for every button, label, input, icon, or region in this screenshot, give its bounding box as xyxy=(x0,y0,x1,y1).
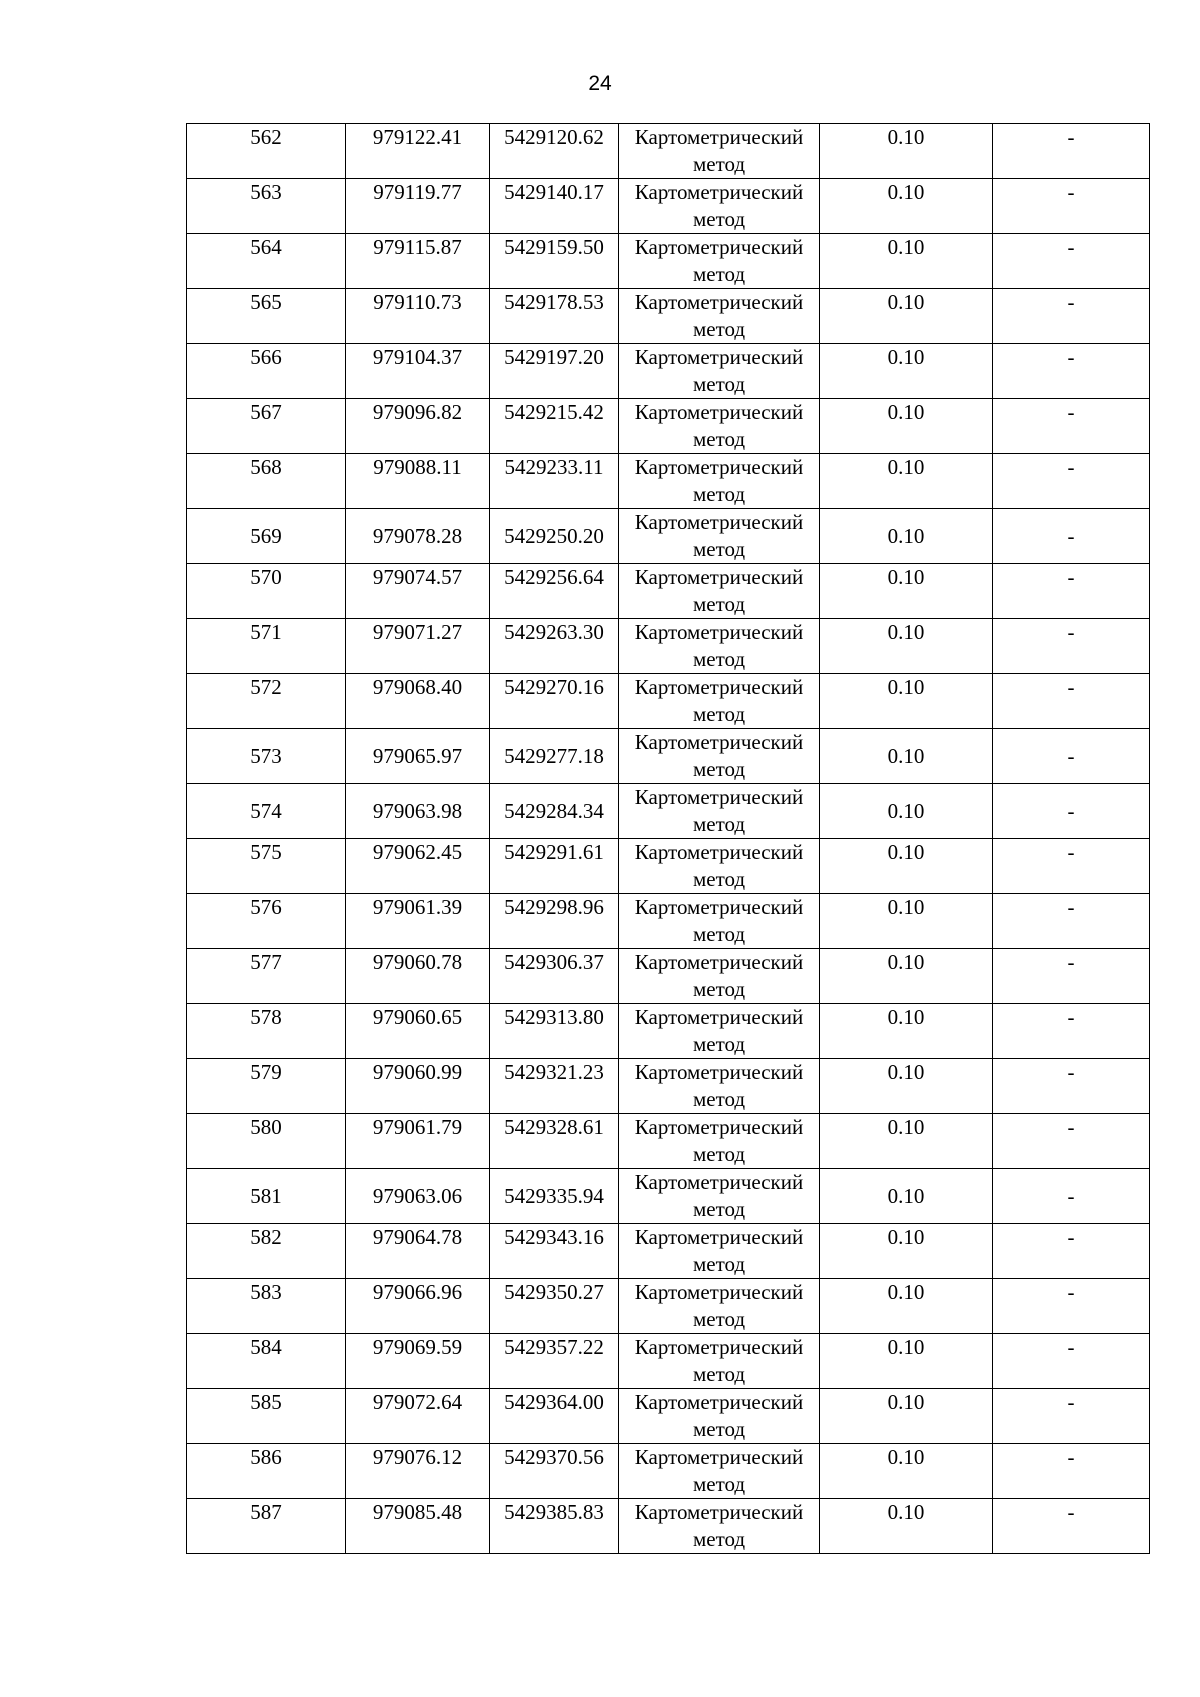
point-number-cell: 569 xyxy=(187,509,346,564)
table-row xyxy=(187,509,1150,564)
note-cell: - xyxy=(993,509,1150,564)
accuracy-cell: 0.10 xyxy=(820,619,993,674)
note-cell: - xyxy=(993,1224,1150,1279)
table-row xyxy=(187,399,1150,454)
note-cell: - xyxy=(993,674,1150,729)
x-coordinate-cell: 979061.79 xyxy=(346,1114,490,1169)
method-line-2: метод xyxy=(692,1252,746,1276)
method-line-1: Картометрический xyxy=(634,180,804,204)
point-number-cell: 583 xyxy=(187,1279,346,1334)
note-cell: - xyxy=(993,234,1150,289)
table-row xyxy=(187,1224,1150,1279)
y-coordinate-cell: 5429233.11 xyxy=(490,454,619,509)
method-line-2: метод xyxy=(692,977,746,1001)
x-coordinate-cell: 979088.11 xyxy=(346,454,490,509)
y-coordinate-cell: 5429277.18 xyxy=(490,729,619,784)
coordinates-table xyxy=(186,123,1150,1554)
y-coordinate-cell: 5429256.64 xyxy=(490,564,619,619)
x-coordinate-cell: 979096.82 xyxy=(346,399,490,454)
method-cell xyxy=(619,949,820,1004)
accuracy-cell: 0.10 xyxy=(820,1334,993,1389)
method-line-1: Картометрический xyxy=(634,290,804,314)
x-coordinate-cell: 979085.48 xyxy=(346,1499,490,1554)
x-coordinate-cell: 979066.96 xyxy=(346,1279,490,1334)
y-coordinate-cell: 5429263.30 xyxy=(490,619,619,674)
method-cell xyxy=(619,1499,820,1554)
method-line-1: Картометрический xyxy=(634,1060,804,1084)
method-line-2: метод xyxy=(692,647,746,671)
accuracy-cell: 0.10 xyxy=(820,784,993,839)
y-coordinate-cell: 5429215.42 xyxy=(490,399,619,454)
accuracy-cell: 0.10 xyxy=(820,344,993,399)
point-number-cell: 570 xyxy=(187,564,346,619)
y-coordinate-cell: 5429120.62 xyxy=(490,124,619,179)
y-coordinate-cell: 5429370.56 xyxy=(490,1444,619,1499)
method-cell xyxy=(619,124,820,179)
x-coordinate-cell: 979078.28 xyxy=(346,509,490,564)
method-cell xyxy=(619,399,820,454)
table-row xyxy=(187,674,1150,729)
method-line-1: Картометрический xyxy=(634,345,804,369)
note-cell: - xyxy=(993,1389,1150,1444)
method-line-2: метод xyxy=(692,482,746,506)
method-cell xyxy=(619,729,820,784)
y-coordinate-cell: 5429159.50 xyxy=(490,234,619,289)
note-cell: - xyxy=(993,1499,1150,1554)
method-cell xyxy=(619,454,820,509)
method-cell xyxy=(619,1389,820,1444)
method-line-1: Картометрический xyxy=(634,1335,804,1359)
point-number-cell: 567 xyxy=(187,399,346,454)
point-number-cell: 568 xyxy=(187,454,346,509)
method-line-1: Картометрический xyxy=(634,510,804,534)
point-number-cell: 565 xyxy=(187,289,346,344)
method-line-1: Картометрический xyxy=(634,1170,804,1194)
method-line-2: метод xyxy=(692,1087,746,1111)
accuracy-cell: 0.10 xyxy=(820,1004,993,1059)
y-coordinate-cell: 5429335.94 xyxy=(490,1169,619,1224)
method-line-1: Картометрический xyxy=(634,1390,804,1414)
method-line-2: метод xyxy=(692,262,746,286)
point-number-cell: 580 xyxy=(187,1114,346,1169)
method-cell xyxy=(619,179,820,234)
x-coordinate-cell: 979065.97 xyxy=(346,729,490,784)
table-row xyxy=(187,124,1150,179)
note-cell: - xyxy=(993,1114,1150,1169)
method-line-2: метод xyxy=(692,592,746,616)
method-cell xyxy=(619,1169,820,1224)
accuracy-cell: 0.10 xyxy=(820,1444,993,1499)
table-row xyxy=(187,839,1150,894)
note-cell: - xyxy=(993,1169,1150,1224)
table-row xyxy=(187,289,1150,344)
note-cell: - xyxy=(993,839,1150,894)
method-line-2: метод xyxy=(692,152,746,176)
accuracy-cell: 0.10 xyxy=(820,1169,993,1224)
accuracy-cell: 0.10 xyxy=(820,1279,993,1334)
note-cell: - xyxy=(993,619,1150,674)
table-row xyxy=(187,1114,1150,1169)
y-coordinate-cell: 5429250.20 xyxy=(490,509,619,564)
point-number-cell: 576 xyxy=(187,894,346,949)
point-number-cell: 573 xyxy=(187,729,346,784)
accuracy-cell: 0.10 xyxy=(820,949,993,1004)
note-cell: - xyxy=(993,729,1150,784)
method-cell xyxy=(619,839,820,894)
method-line-2: метод xyxy=(692,207,746,231)
note-cell: - xyxy=(993,1059,1150,1114)
x-coordinate-cell: 979060.99 xyxy=(346,1059,490,1114)
x-coordinate-cell: 979072.64 xyxy=(346,1389,490,1444)
y-coordinate-cell: 5429350.27 xyxy=(490,1279,619,1334)
point-number-cell: 562 xyxy=(187,124,346,179)
method-line-1: Картометрический xyxy=(634,1005,804,1029)
method-line-1: Картометрический xyxy=(634,125,804,149)
method-line-1: Картометрический xyxy=(634,840,804,864)
method-line-2: метод xyxy=(692,1032,746,1056)
point-number-cell: 586 xyxy=(187,1444,346,1499)
table-row xyxy=(187,894,1150,949)
method-cell xyxy=(619,1224,820,1279)
table-row xyxy=(187,1334,1150,1389)
table-row xyxy=(187,234,1150,289)
y-coordinate-cell: 5429197.20 xyxy=(490,344,619,399)
x-coordinate-cell: 979063.98 xyxy=(346,784,490,839)
y-coordinate-cell: 5429385.83 xyxy=(490,1499,619,1554)
method-line-1: Картометрический xyxy=(634,1115,804,1139)
method-line-1: Картометрический xyxy=(634,950,804,974)
x-coordinate-cell: 979061.39 xyxy=(346,894,490,949)
accuracy-cell: 0.10 xyxy=(820,729,993,784)
method-line-1: Картометрический xyxy=(634,1225,804,1249)
method-line-1: Картометрический xyxy=(634,785,804,809)
accuracy-cell: 0.10 xyxy=(820,1114,993,1169)
note-cell: - xyxy=(993,179,1150,234)
y-coordinate-cell: 5429298.96 xyxy=(490,894,619,949)
point-number-cell: 571 xyxy=(187,619,346,674)
accuracy-cell: 0.10 xyxy=(820,124,993,179)
point-number-cell: 572 xyxy=(187,674,346,729)
method-line-1: Картометрический xyxy=(634,895,804,919)
point-number-cell: 577 xyxy=(187,949,346,1004)
x-coordinate-cell: 979104.37 xyxy=(346,344,490,399)
accuracy-cell: 0.10 xyxy=(820,564,993,619)
accuracy-cell: 0.10 xyxy=(820,1499,993,1554)
point-number-cell: 578 xyxy=(187,1004,346,1059)
table-row xyxy=(187,1169,1150,1224)
accuracy-cell: 0.10 xyxy=(820,399,993,454)
point-number-cell: 582 xyxy=(187,1224,346,1279)
table-row xyxy=(187,1499,1150,1554)
accuracy-cell: 0.10 xyxy=(820,454,993,509)
method-cell xyxy=(619,894,820,949)
y-coordinate-cell: 5429270.16 xyxy=(490,674,619,729)
x-coordinate-cell: 979110.73 xyxy=(346,289,490,344)
x-coordinate-cell: 979062.45 xyxy=(346,839,490,894)
point-number-cell: 587 xyxy=(187,1499,346,1554)
method-line-2: метод xyxy=(692,317,746,341)
table-row xyxy=(187,1389,1150,1444)
method-cell xyxy=(619,619,820,674)
point-number-cell: 575 xyxy=(187,839,346,894)
y-coordinate-cell: 5429178.53 xyxy=(490,289,619,344)
accuracy-cell: 0.10 xyxy=(820,234,993,289)
table-row xyxy=(187,619,1150,674)
method-cell xyxy=(619,234,820,289)
table-row xyxy=(187,949,1150,1004)
y-coordinate-cell: 5429291.61 xyxy=(490,839,619,894)
note-cell: - xyxy=(993,289,1150,344)
note-cell: - xyxy=(993,949,1150,1004)
accuracy-cell: 0.10 xyxy=(820,289,993,344)
note-cell: - xyxy=(993,454,1150,509)
method-line-2: метод xyxy=(692,1142,746,1166)
accuracy-cell: 0.10 xyxy=(820,509,993,564)
point-number-cell: 574 xyxy=(187,784,346,839)
method-cell xyxy=(619,1444,820,1499)
table-row xyxy=(187,729,1150,784)
x-coordinate-cell: 979074.57 xyxy=(346,564,490,619)
point-number-cell: 564 xyxy=(187,234,346,289)
note-cell: - xyxy=(993,1444,1150,1499)
x-coordinate-cell: 979122.41 xyxy=(346,124,490,179)
accuracy-cell: 0.10 xyxy=(820,894,993,949)
method-line-1: Картометрический xyxy=(634,1445,804,1469)
method-line-1: Картометрический xyxy=(634,400,804,424)
method-cell xyxy=(619,1004,820,1059)
method-line-2: метод xyxy=(692,1362,746,1386)
note-cell: - xyxy=(993,124,1150,179)
point-number-cell: 563 xyxy=(187,179,346,234)
method-line-2: метод xyxy=(692,922,746,946)
x-coordinate-cell: 979064.78 xyxy=(346,1224,490,1279)
method-line-2: метод xyxy=(692,427,746,451)
note-cell: - xyxy=(993,344,1150,399)
coordinates-table-body xyxy=(187,124,1150,1554)
table-row xyxy=(187,179,1150,234)
note-cell: - xyxy=(993,1004,1150,1059)
table-row xyxy=(187,1279,1150,1334)
note-cell: - xyxy=(993,564,1150,619)
point-number-cell: 581 xyxy=(187,1169,346,1224)
note-cell: - xyxy=(993,894,1150,949)
method-cell xyxy=(619,784,820,839)
x-coordinate-cell: 979071.27 xyxy=(346,619,490,674)
x-coordinate-cell: 979063.06 xyxy=(346,1169,490,1224)
table-row xyxy=(187,1004,1150,1059)
y-coordinate-cell: 5429313.80 xyxy=(490,1004,619,1059)
x-coordinate-cell: 979115.87 xyxy=(346,234,490,289)
x-coordinate-cell: 979069.59 xyxy=(346,1334,490,1389)
table-row xyxy=(187,564,1150,619)
accuracy-cell: 0.10 xyxy=(820,674,993,729)
method-line-2: метод xyxy=(692,1307,746,1331)
y-coordinate-cell: 5429321.23 xyxy=(490,1059,619,1114)
method-cell xyxy=(619,289,820,344)
method-line-1: Картометрический xyxy=(634,235,804,259)
method-cell xyxy=(619,1059,820,1114)
method-cell xyxy=(619,344,820,399)
table-row xyxy=(187,1444,1150,1499)
accuracy-cell: 0.10 xyxy=(820,1224,993,1279)
x-coordinate-cell: 979119.77 xyxy=(346,179,490,234)
method-line-1: Картометрический xyxy=(634,675,804,699)
method-line-1: Картометрический xyxy=(634,1280,804,1304)
table-row xyxy=(187,454,1150,509)
y-coordinate-cell: 5429343.16 xyxy=(490,1224,619,1279)
method-line-1: Картометрический xyxy=(634,455,804,479)
page-number: 24 xyxy=(588,72,612,95)
x-coordinate-cell: 979060.65 xyxy=(346,1004,490,1059)
note-cell: - xyxy=(993,399,1150,454)
x-coordinate-cell: 979060.78 xyxy=(346,949,490,1004)
method-line-2: метод xyxy=(692,1417,746,1441)
method-line-2: метод xyxy=(692,867,746,891)
method-cell xyxy=(619,1279,820,1334)
method-line-2: метод xyxy=(692,757,746,781)
y-coordinate-cell: 5429306.37 xyxy=(490,949,619,1004)
table-row xyxy=(187,344,1150,399)
y-coordinate-cell: 5429140.17 xyxy=(490,179,619,234)
y-coordinate-cell: 5429364.00 xyxy=(490,1389,619,1444)
point-number-cell: 584 xyxy=(187,1334,346,1389)
y-coordinate-cell: 5429328.61 xyxy=(490,1114,619,1169)
x-coordinate-cell: 979076.12 xyxy=(346,1444,490,1499)
method-cell xyxy=(619,564,820,619)
point-number-cell: 579 xyxy=(187,1059,346,1114)
method-cell xyxy=(619,509,820,564)
y-coordinate-cell: 5429284.34 xyxy=(490,784,619,839)
method-cell xyxy=(619,1334,820,1389)
method-cell xyxy=(619,674,820,729)
method-line-1: Картометрический xyxy=(634,730,804,754)
method-line-2: метод xyxy=(692,372,746,396)
method-line-1: Картометрический xyxy=(634,565,804,589)
method-line-1: Картометрический xyxy=(634,620,804,644)
method-line-2: метод xyxy=(692,1472,746,1496)
table-row xyxy=(187,784,1150,839)
method-line-2: метод xyxy=(692,812,746,836)
table-row xyxy=(187,1059,1150,1114)
y-coordinate-cell: 5429357.22 xyxy=(490,1334,619,1389)
accuracy-cell: 0.10 xyxy=(820,1389,993,1444)
accuracy-cell: 0.10 xyxy=(820,839,993,894)
method-line-2: метод xyxy=(692,1527,746,1551)
method-line-2: метод xyxy=(692,1197,746,1221)
method-line-2: метод xyxy=(692,702,746,726)
point-number-cell: 585 xyxy=(187,1389,346,1444)
point-number-cell: 566 xyxy=(187,344,346,399)
x-coordinate-cell: 979068.40 xyxy=(346,674,490,729)
note-cell: - xyxy=(993,1279,1150,1334)
method-cell xyxy=(619,1114,820,1169)
note-cell: - xyxy=(993,784,1150,839)
method-line-2: метод xyxy=(692,537,746,561)
method-line-1: Картометрический xyxy=(634,1500,804,1524)
note-cell: - xyxy=(993,1334,1150,1389)
accuracy-cell: 0.10 xyxy=(820,179,993,234)
accuracy-cell: 0.10 xyxy=(820,1059,993,1114)
